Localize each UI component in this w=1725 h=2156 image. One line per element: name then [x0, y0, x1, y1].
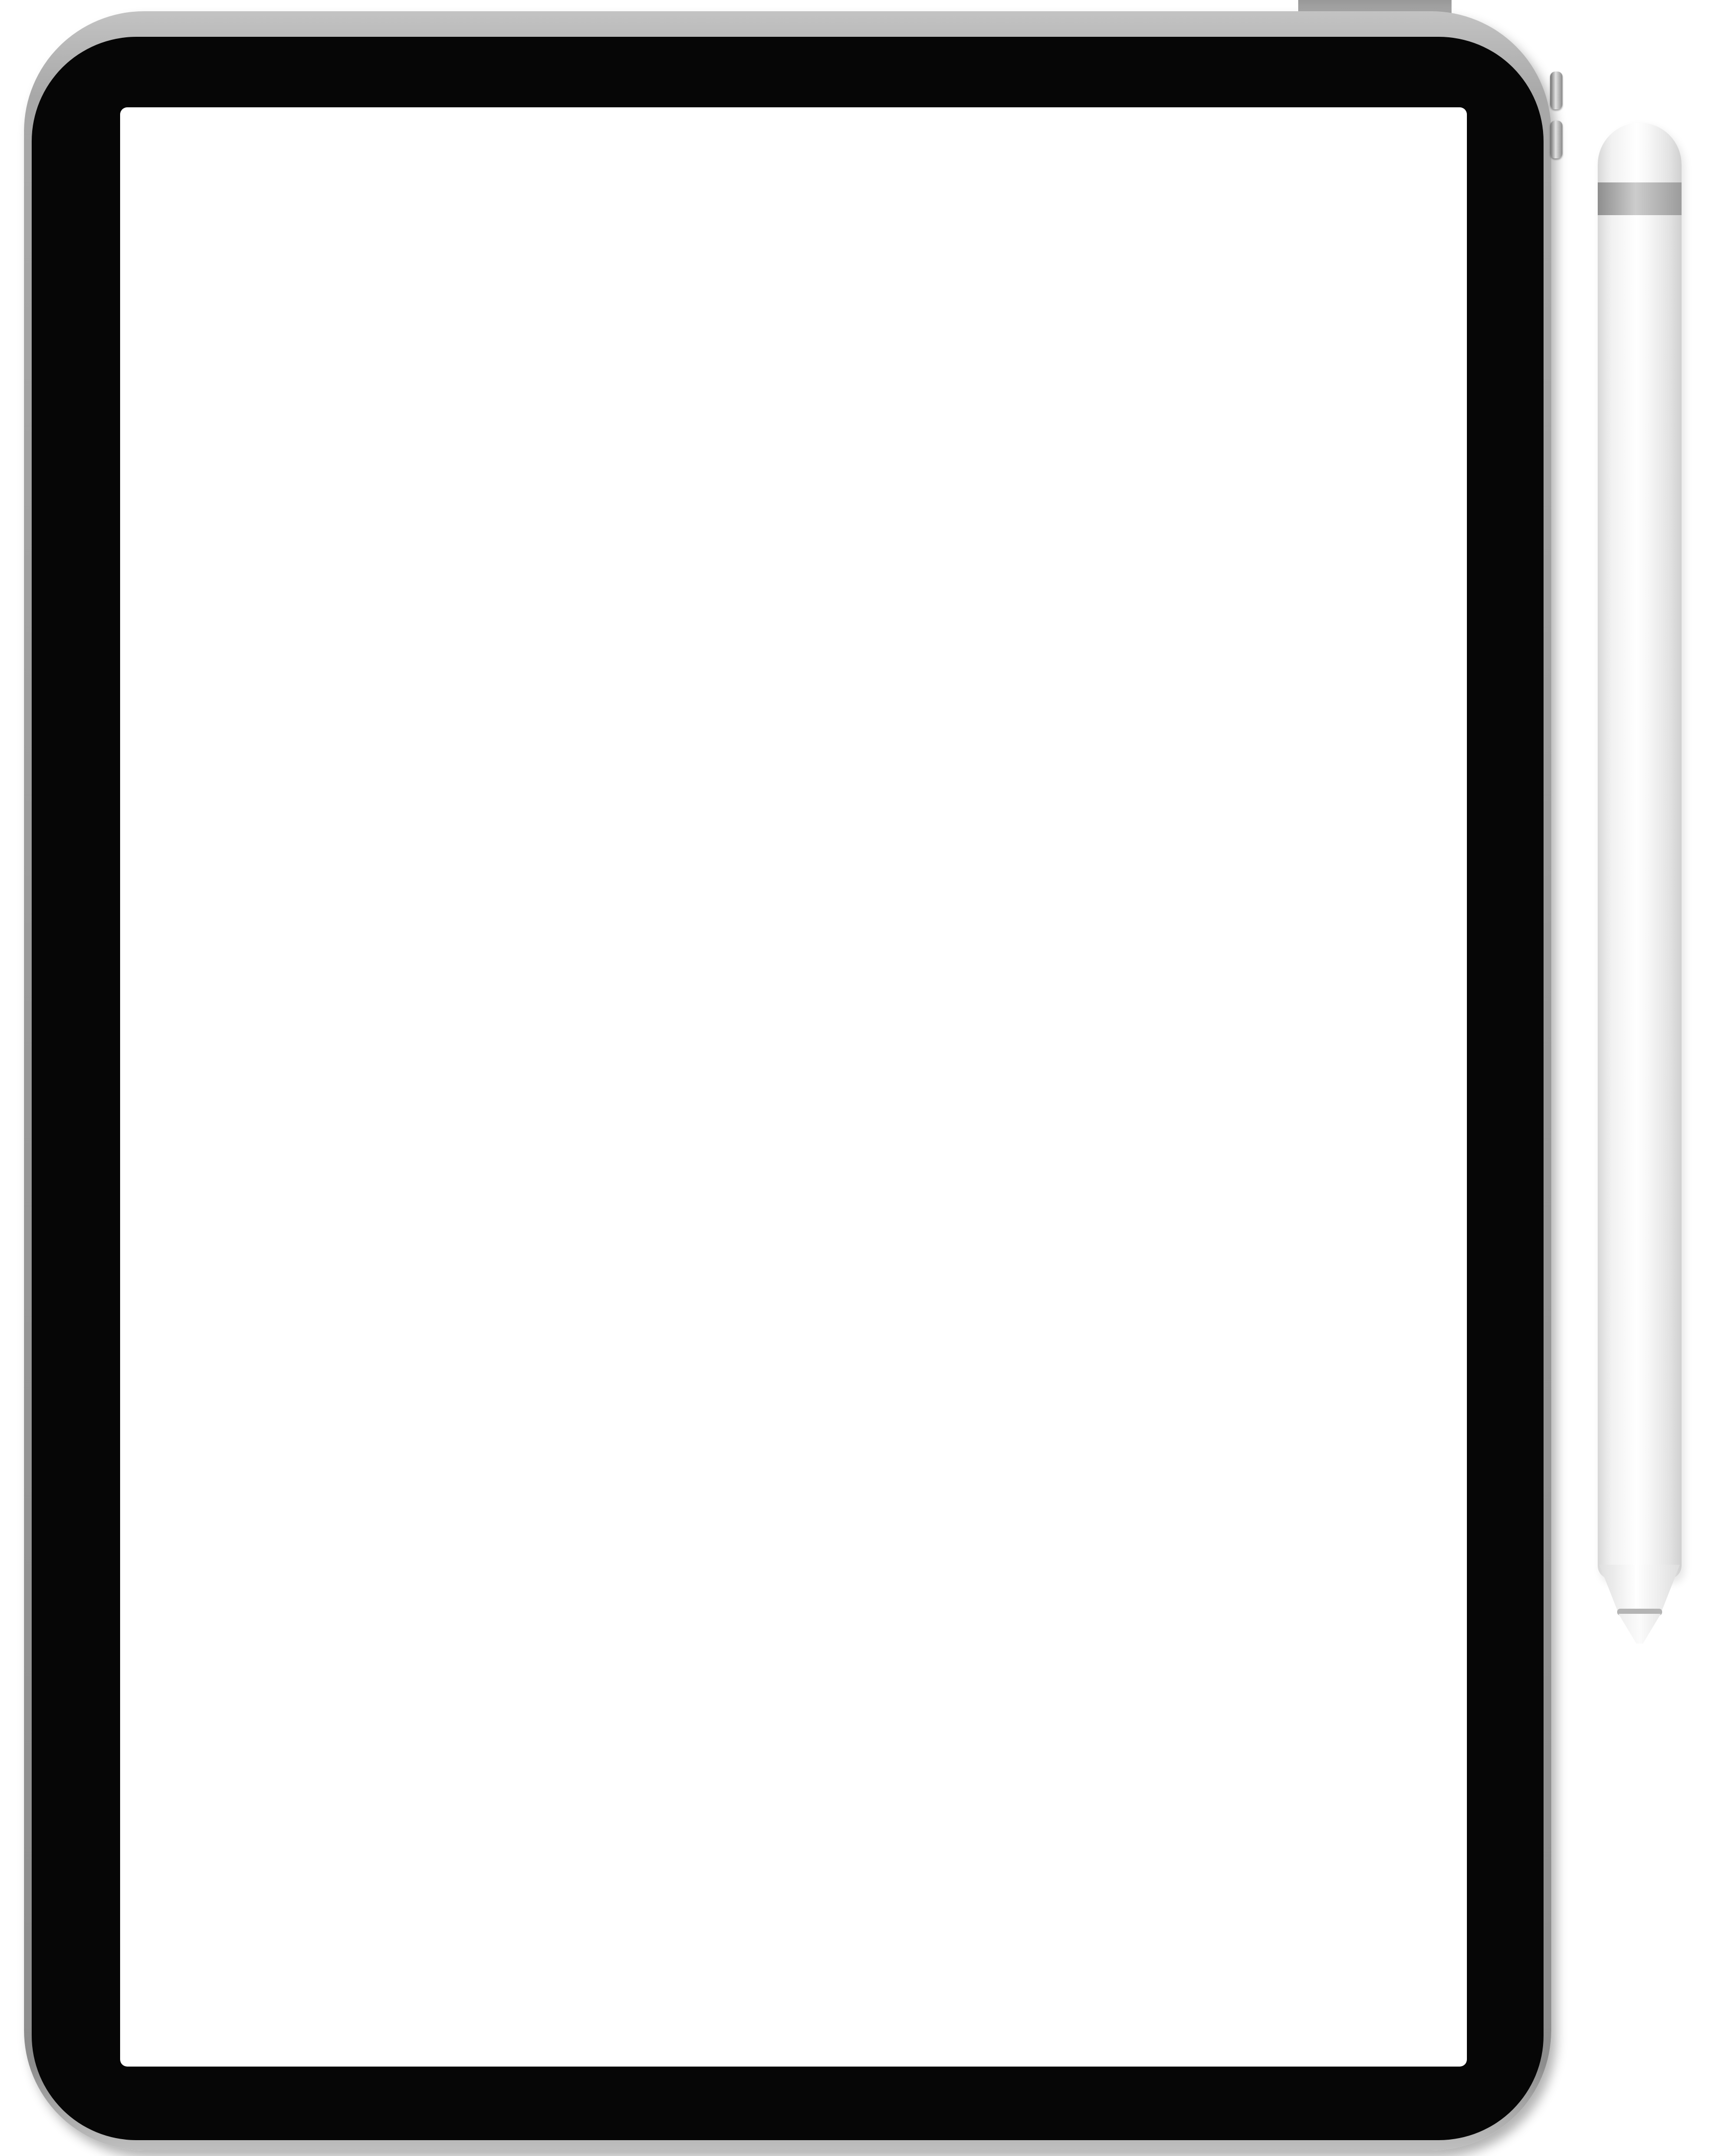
volume-down-button: [1550, 121, 1562, 158]
tablet-screen: [120, 107, 1467, 2067]
tablet-bezel: [32, 37, 1544, 2140]
tablet-frame: [24, 11, 1551, 2150]
apple-pencil-tip-icon: [1616, 1614, 1663, 1645]
volume-up-button: [1550, 72, 1562, 109]
apple-pencil-body: [1598, 123, 1682, 1579]
apple-pencil-taper: [1598, 1565, 1682, 1612]
apple-pencil-band: [1598, 182, 1682, 215]
